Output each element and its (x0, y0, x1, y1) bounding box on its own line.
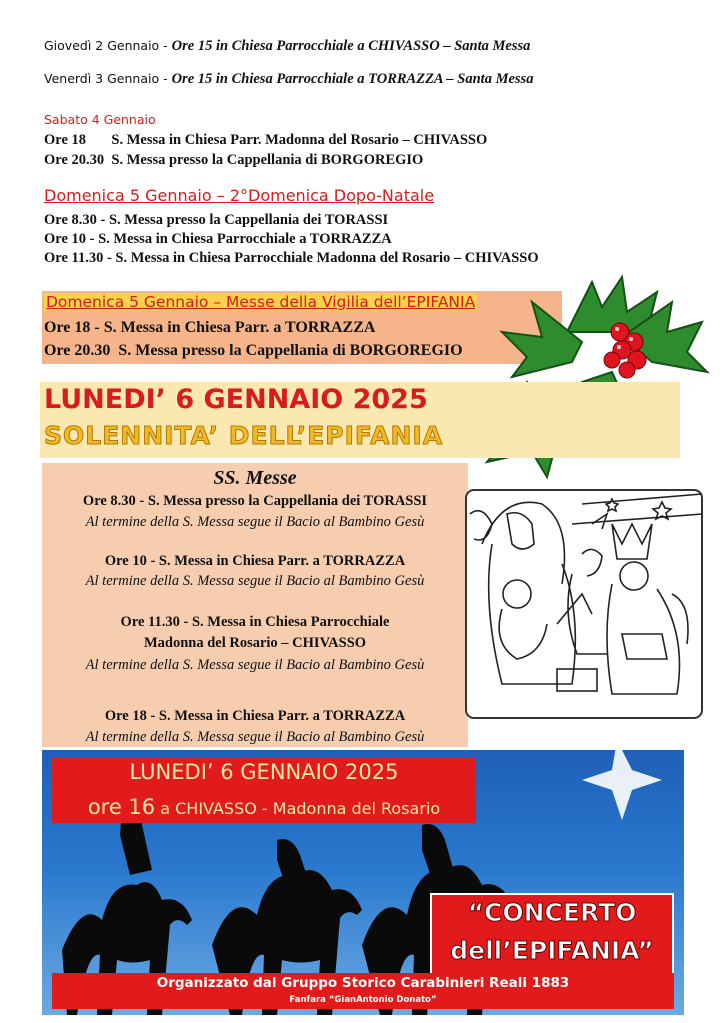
saturday-heading: Sabato 4 Gennaio (44, 112, 156, 127)
nativity-illustration (462, 484, 706, 724)
thursday-line (44, 38, 530, 55)
mass-1-line: Ore 8.30 - S. Messa presso la Cappellania dei TORASSI (82, 493, 428, 509)
mass-4-note: Al termine della S. Messa segue il Bacio al Bambino Gesù (85, 729, 425, 745)
thursday-text: Ore 15 in Chiesa Parrocchiale a CHIVASSO – Santa Messa (171, 38, 531, 54)
concert-title-line-1: “CONCERTO (467, 898, 637, 927)
masses-title: SS. Messe (213, 467, 297, 489)
mass-3-line: Ore 11.30 - S. Messa in Chiesa Parrocchiale (120, 614, 390, 630)
sunday-line-1: Ore 8.30 - S. Messa presso la Cappellania dei TORASSI (44, 212, 389, 228)
vigil-heading: Domenica 5 Gennaio – Messe della Vigilia dell’EPIFANIA (46, 293, 476, 311)
poster-time-place (52, 795, 476, 819)
vigil-line-1: Ore 18 - S. Messa in Chiesa Parr. a TORRAZZA (44, 319, 376, 336)
epiphany-subtitle: SOLENNITA’ DELL’EPIFANIA (44, 421, 444, 450)
poster-date: LUNEDI’ 6 GENNAIO 2025 (129, 760, 399, 784)
mass-4-line: Ore 18 - S. Messa in Chiesa Parr. a TORRAZZA (104, 708, 406, 724)
mass-3-note: Al termine della S. Messa segue il Bacio al Bambino Gesù (85, 657, 425, 673)
mass-2-line: Ore 10 - S. Messa in Chiesa Parr. a TORRAZZA (104, 553, 406, 569)
organizer-text: Organizzato dal Gruppo Storico Carabinieri Reali 1883 (156, 975, 570, 991)
concert-title-line-2: dell’EPIFANIA” (450, 936, 654, 965)
mass-2-note: Al termine della S. Messa segue il Bacio al Bambino Gesù (85, 573, 425, 589)
epiphany-title: LUNEDI’ 6 GENNAIO 2025 (44, 384, 428, 415)
sunday-line-2: Ore 10 - S. Messa in Chiesa Parrocchiale a TORRAZZA (44, 231, 392, 247)
sunday-line-3: Ore 11.30 - S. Messa in Chiesa Parrocchiale Madonna del Rosario – CHIVASSO (44, 250, 539, 266)
mass-1-note: Al termine della S. Messa segue il Bacio al Bambino Gesù (85, 514, 425, 530)
poster-time: ore 16 (87, 795, 156, 819)
friday-day: Venerdì 3 Gennaio - (44, 71, 172, 86)
poster-place: a CHIVASSO - Madonna del Rosario (155, 799, 441, 818)
saturday-line-2: Ore 20.30 S. Messa presso la Cappellania di BORGOREGIO (44, 152, 424, 168)
friday-line (44, 71, 533, 88)
mass-3-line-2: Madonna del Rosario – CHIVASSO (143, 635, 367, 651)
thursday-day: Giovedì 2 Gennaio - (44, 38, 172, 53)
saturday-line-1: Ore 18 S. Messa in Chiesa Parr. Madonna del Rosario – CHIVASSO (44, 132, 488, 148)
vigil-line-2: Ore 20.30 S. Messa presso la Cappellania di BORGOREGIO (44, 342, 463, 359)
friday-text: Ore 15 in Chiesa Parrocchiale a TORRAZZA – Santa Messa (171, 71, 534, 87)
sunday-heading: Domenica 5 Gennaio – 2°Domenica Dopo-Natale (44, 186, 435, 205)
band-text: Fanfara “GianAntonio Donato” (289, 995, 437, 1005)
